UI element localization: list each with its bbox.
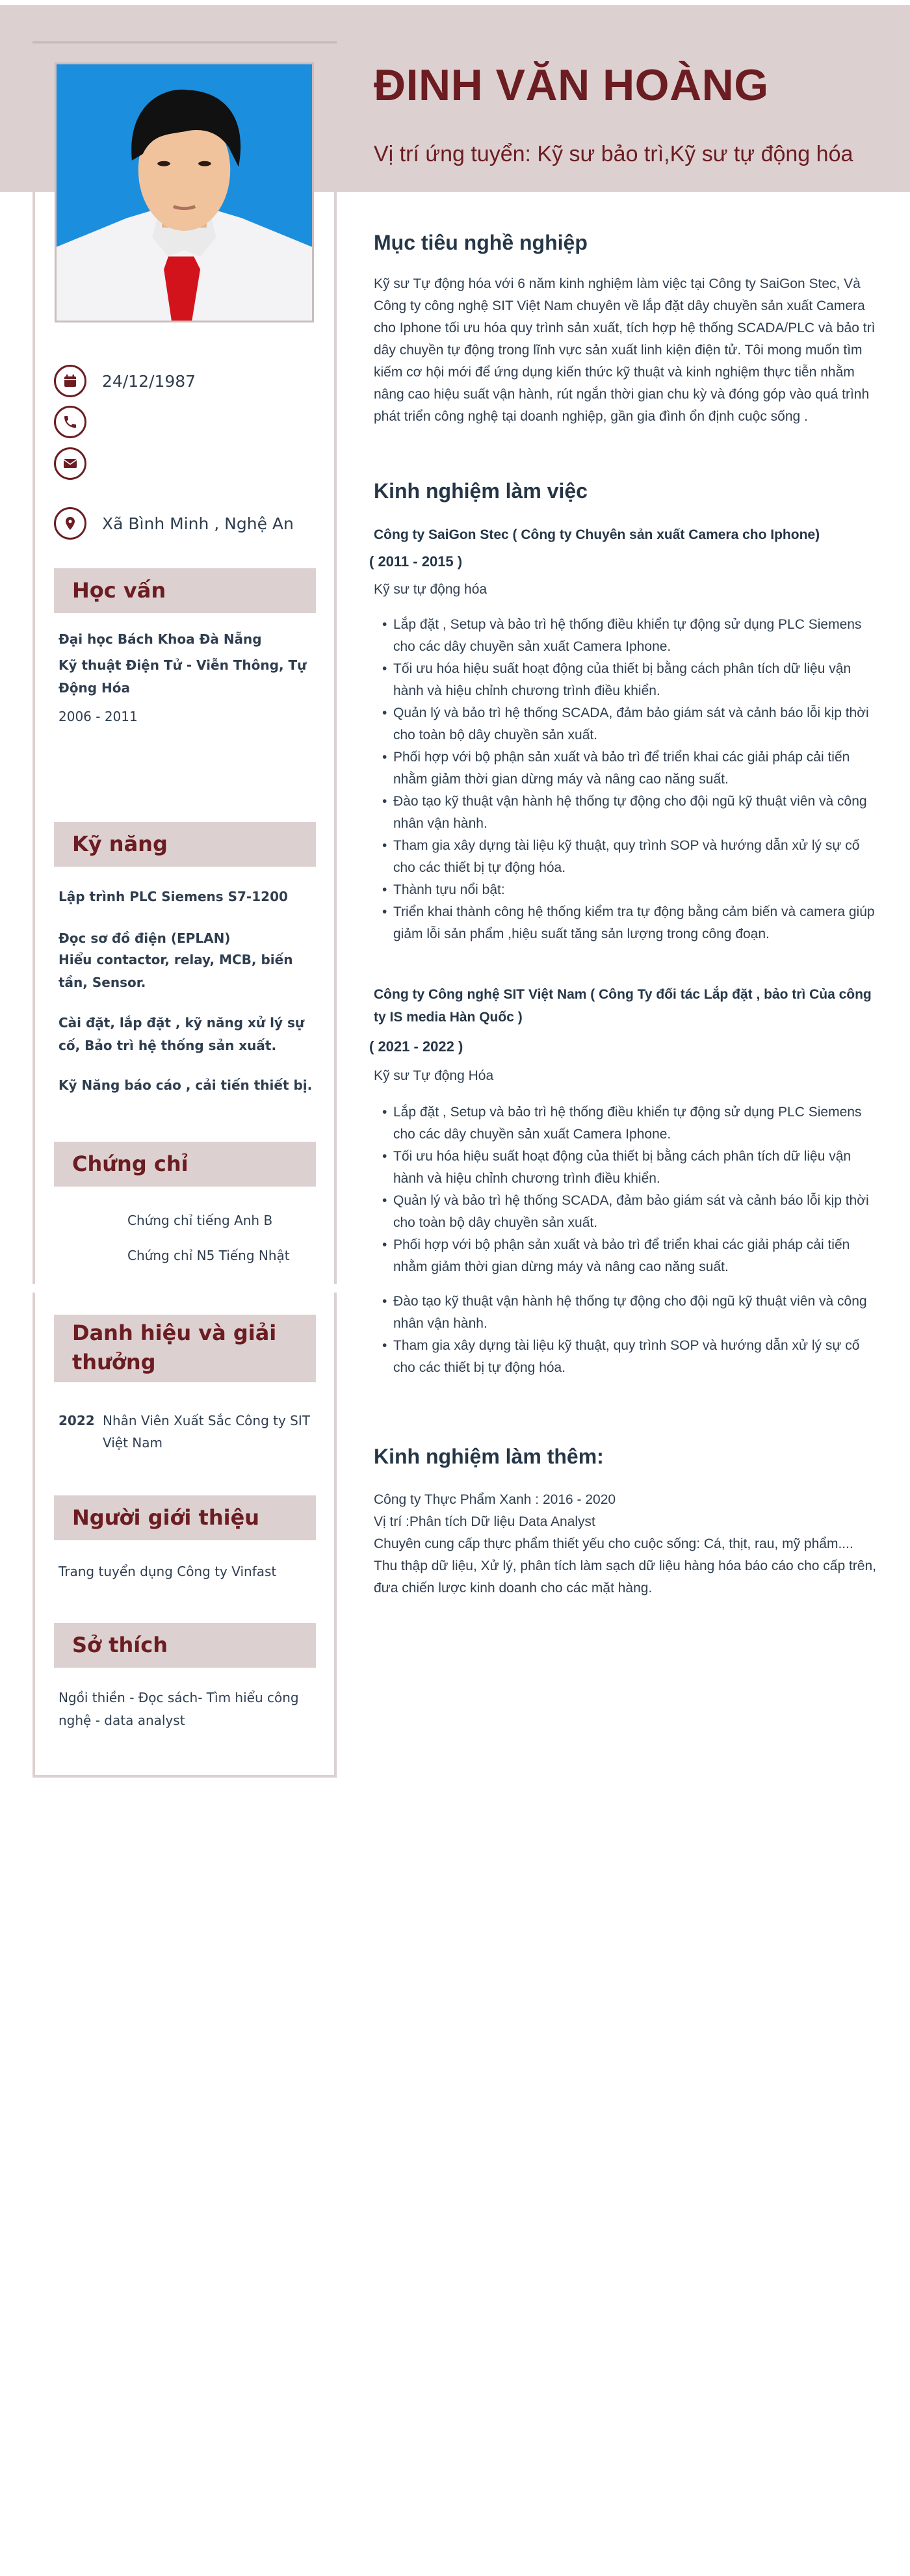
job-role: Kỹ sư Tự động Hóa bbox=[374, 1068, 494, 1083]
certificate-item: Chứng chỉ N5 Tiếng Nhật bbox=[127, 1248, 290, 1263]
contact-birthday bbox=[54, 365, 196, 397]
duty-item: • Quản lý và bảo trì hệ thống SCADA, đảm bảo giám sát và cảnh báo lỗi kịp thời cho toàn bộ dây chuyền sản xuất. bbox=[384, 702, 884, 746]
duty-item: • Phối hợp với bộ phận sản xuất và bảo trì để triển khai các giải pháp cải tiến nhằm giảm thời gian dừng máy và nâng cao năng suất. bbox=[384, 1234, 884, 1278]
duty-item: • Đào tạo kỹ thuật vận hành hệ thống tự động cho đội ngũ kỹ thuật viên và công nhân vận hành. bbox=[384, 1291, 884, 1335]
duty-item: • Quản lý và bảo trì hệ thống SCADA, đảm bảo giám sát và cảnh báo lỗi kịp thời cho toàn bộ dây chuyền sản xuất. bbox=[384, 1190, 884, 1234]
calendar-icon bbox=[54, 365, 86, 397]
map-pin-icon bbox=[54, 507, 86, 540]
contact-address bbox=[54, 507, 294, 540]
certificate-item: Chứng chỉ tiếng Anh B bbox=[127, 1213, 273, 1228]
skill-item: Hiểu contactor, relay, MCB, biến tần, Sensor. bbox=[58, 952, 293, 990]
award-year: 2022 bbox=[58, 1413, 95, 1428]
envelope-icon bbox=[54, 447, 86, 480]
job-duties-list bbox=[384, 1101, 884, 1278]
education-school: Đại học Bách Khoa Đà Nẵng bbox=[58, 631, 262, 647]
duty-item: • Tối ưu hóa hiệu suất hoạt động của thiết bị bằng cách phân tích dữ liệu vận hành và hiệu chỉnh chương trình điều khiển. bbox=[384, 658, 884, 702]
candidate-name: ĐINH VĂN HOÀNG bbox=[374, 60, 769, 110]
duty-item: • Đào tạo kỹ thuật vận hành hệ thống tự động cho đội ngũ kỹ thuật viên và công nhân vận hành. bbox=[384, 791, 884, 835]
job-period: ( 2021 - 2022 ) bbox=[369, 1038, 463, 1055]
hobbies-text: Ngồi thiền - Đọc sách- Tìm hiểu công nghệ - data analyst bbox=[58, 1690, 299, 1728]
birthday-text: 24/12/1987 bbox=[102, 371, 196, 391]
education-major: Kỹ thuật Điện Tử - Viễn Thông, Tự Động Hóa bbox=[58, 657, 307, 696]
profile-photo bbox=[55, 62, 314, 322]
skill-item: Kỹ Năng báo cáo , cải tiến thiết bị. bbox=[58, 1077, 313, 1093]
objective-heading: Mục tiêu nghề nghiệp bbox=[374, 231, 588, 254]
phone-icon bbox=[54, 406, 86, 438]
address-text: Xã Bình Minh , Nghệ An bbox=[102, 514, 294, 533]
experience-heading: Kinh nghiệm làm việc bbox=[374, 479, 588, 503]
extra-line: Thu thập dữ liệu, Xử lý, phân tích làm sạch dữ liệu hàng hóa báo cáo cho cấp trên, đưa chiến lược kinh doanh cho các mặt hàng. bbox=[374, 1558, 876, 1596]
duty-item: • Tham gia xây dựng tài liệu kỹ thuật, quy trình SOP và hướng dẫn xử lý sự cố cho các thiết bị tự động hóa. bbox=[384, 835, 884, 879]
job-company: Công ty Công nghệ SIT Việt Nam ( Công Ty đối tác Lắp đặt , bảo trì Của công ty IS media Hàn Quốc ) bbox=[374, 987, 872, 1025]
portrait-illustration bbox=[57, 64, 312, 321]
extra-experience-heading: Kinh nghiệm làm thêm: bbox=[374, 1445, 604, 1468]
applied-position: Vị trí ứng tuyển: Kỹ sư bảo trì,Kỹ sư tự động hóa bbox=[374, 142, 853, 166]
extra-line: Vị trí :Phân tích Dữ liệu Data Analyst bbox=[374, 1514, 595, 1530]
duty-item: • Lắp đặt , Setup và bảo trì hệ thống điều khiển tự động sử dụng PLC Siemens cho các dây chuyền sản xuất Camera Iphone. bbox=[384, 1101, 884, 1146]
certificates-list bbox=[127, 1203, 290, 1273]
references-heading: Người giới thiệu bbox=[54, 1495, 316, 1540]
job-period: ( 2011 - 2015 ) bbox=[369, 553, 463, 570]
skill-item: Đọc sơ đồ điện (EPLAN) bbox=[58, 930, 231, 946]
sidebar-top-border bbox=[32, 41, 337, 44]
duty-item: • Phối hợp với bộ phận sản xuất và bảo trì để triển khai các giải pháp cải tiến nhằm giảm thời gian dừng máy và nâng cao năng suất. bbox=[384, 746, 884, 791]
skill-item: Lập trình PLC Siemens S7-1200 bbox=[58, 889, 288, 904]
references-text: Trang tuyển dụng Công ty Vinfast bbox=[58, 1564, 277, 1579]
job-duties-list-continued bbox=[384, 1291, 884, 1379]
duty-item: • Lắp đặt , Setup và bảo trì hệ thống điều khiển tự động sử dụng PLC Siemens cho các dây chuyền sản xuất Camera Iphone. bbox=[384, 614, 884, 658]
objective-text: Kỹ sư Tự động hóa với 6 năm kinh nghiệm làm việc tại Công ty SaiGon Stec, Và Công ty công nghệ SIT Việt Nam chuyên về lắp đặt dây chuyền sản xuất Camera cho Iphone tối ưu hóa quy trình sản xuất, tích hợp hệ thống SCADA/PLC và bảo trì dây chuyền tự động trong lĩnh vực sản xuất linh kiện điện tử. Tôi mong muốn tìm kiếm cơ hội mới để ứng dụng kiến thức kỹ thuật và kinh nghiệm thực tiễn nhằm nâng cao hiệu suất vận hành, rút ngắn thời gian chu kỳ và đóng góp vào quá trình phát triển công nghệ tại doanh nghiệp, gần gia đình ổn định cuộc sống . bbox=[374, 276, 876, 425]
certificates-heading: Chứng chỉ bbox=[54, 1142, 316, 1187]
skill-item: Cài đặt, lắp đặt , kỹ năng xử lý sự cố, Bảo trì hệ thống sản xuất. bbox=[58, 1015, 305, 1053]
duty-item: • Thành tựu nổi bật: bbox=[384, 879, 884, 901]
hobbies-heading: Sở thích bbox=[54, 1623, 316, 1668]
extra-experience-details bbox=[374, 1489, 881, 1599]
job-role: Kỹ sư tự động hóa bbox=[374, 582, 488, 597]
skills-heading: Kỹ năng bbox=[54, 822, 316, 867]
extra-line: Chuyên cung cấp thực phẩm thiết yếu cho cuộc sống: Cá, thịt, rau, mỹ phẩm.... bbox=[374, 1536, 853, 1552]
duty-item: • Tối ưu hóa hiệu suất hoạt động của thiết bị bằng cách phân tích dữ liệu vận hành và hiệu chỉnh chương trình điều khiển. bbox=[384, 1146, 884, 1190]
award-label: Nhân Viên Xuất Sắc Công ty SIT Việt Nam bbox=[103, 1413, 310, 1451]
education-period: 2006 - 2011 bbox=[58, 709, 138, 724]
job-company: Công ty SaiGon Stec ( Công ty Chuyên sản xuất Camera cho Iphone) bbox=[374, 527, 820, 542]
duty-item: • Triển khai thành công hệ thống kiểm tra tự động bằng cảm biến và camera giúp giảm lỗi sản phẩm ,hiệu suất tăng sản lượng trong công đoạn. bbox=[384, 901, 884, 945]
contact-phone bbox=[54, 406, 102, 438]
duty-item: • Tham gia xây dựng tài liệu kỹ thuật, quy trình SOP và hướng dẫn xử lý sự cố cho các thiết bị tự động hóa. bbox=[384, 1335, 884, 1379]
extra-line: Công ty Thực Phẩm Xanh : 2016 - 2020 bbox=[374, 1492, 616, 1507]
awards-heading: Danh hiệu và giải thưởng bbox=[54, 1315, 316, 1382]
job-duties-list bbox=[384, 614, 884, 945]
contact-email bbox=[54, 447, 102, 480]
education-heading: Học vấn bbox=[54, 568, 316, 613]
award-item bbox=[58, 1410, 318, 1454]
